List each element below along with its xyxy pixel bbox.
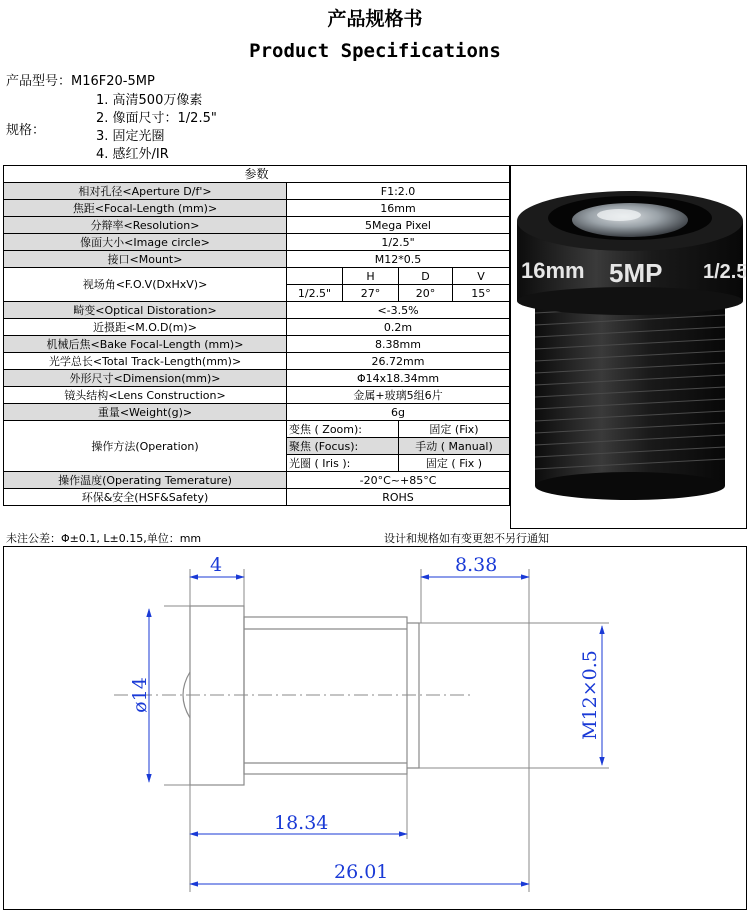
lens-illustration <box>511 166 746 528</box>
row-value-safety: ROHS <box>287 489 510 506</box>
op-zoom-value: 固定 (Fix) <box>399 421 510 438</box>
fov-head-d: D <box>399 268 453 285</box>
lens-glass-highlight <box>597 209 641 221</box>
dim-thread: M12×0.5 <box>579 650 601 740</box>
row-label-aperture: 相对孔径<Aperture D/f'> <box>4 183 287 200</box>
fov-blank <box>287 268 343 285</box>
dim-diameter: ø14 <box>129 677 151 713</box>
page-title: 产品规格书 <box>327 8 423 30</box>
row-value-dimension: Φ14x18.34mm <box>287 370 510 387</box>
spec-item: 2. 像面尺寸：1/2.5" <box>96 111 217 126</box>
op-iris-value: 固定 ( Fix ) <box>399 455 510 472</box>
fov-d: 20° <box>399 285 453 302</box>
page-subtitle: Product Specifications <box>249 40 501 62</box>
specs-label: 规格： <box>6 123 46 138</box>
fov-sensor: 1/2.5" <box>287 285 343 302</box>
row-label-focal: 焦距<Focal-Length (mm)> <box>4 200 287 217</box>
row-label-temperature: 操作温度(Operating Temerature) <box>4 472 287 489</box>
lens-text-res: 5MP <box>609 258 663 288</box>
dim-back-focal: 8.38 <box>455 554 498 576</box>
dim-body-length: 18.34 <box>274 812 329 834</box>
tolerance-note: 未注公差：Φ±0.1, L±0.15,单位：mm <box>6 532 202 545</box>
row-label-construction: 镜头结构<Lens Construction> <box>4 387 287 404</box>
dimension-drawing <box>3 546 747 910</box>
row-label-image-circle: 像面大小<Image circle> <box>4 234 287 251</box>
fov-head-h: H <box>343 268 399 285</box>
op-iris-label: 光圈 ( Iris ): <box>287 455 399 472</box>
spec-item: 1. 高清500万像素 <box>96 93 203 108</box>
lens-base <box>535 472 725 500</box>
row-value-distortion: <-3.5% <box>287 302 510 319</box>
dim-total-length: 26.01 <box>334 861 389 883</box>
spec-item: 4. 感红外/IR <box>96 147 169 162</box>
row-label-bfl: 机械后焦<Bake Focal-Length (mm)> <box>4 336 287 353</box>
row-label-ttl: 光学总长<Total Track-Length(mm)> <box>4 353 287 370</box>
drawing-svg <box>4 547 746 909</box>
row-label-safety: 环保&安全(HSF&Safety) <box>4 489 287 506</box>
lens-collar-bottom <box>517 287 743 315</box>
lens-text-format: 1/2.5 <box>703 261 746 283</box>
op-focus-value: 手动 ( Manual) <box>399 438 510 455</box>
fov-head-v: V <box>453 268 510 285</box>
fov-v: 15° <box>453 285 510 302</box>
row-value-mod: 0.2m <box>287 319 510 336</box>
lens-photo <box>510 165 747 529</box>
lens-text-focal: 16mm <box>521 258 585 283</box>
row-value-resolution: 5Mega Pixel <box>287 217 510 234</box>
row-value-focal: 16mm <box>287 200 510 217</box>
row-label-operation: 操作方法(Operation) <box>4 421 287 472</box>
row-value-temperature: -20°C~+85°C <box>287 472 510 489</box>
fov-h: 27° <box>343 285 399 302</box>
op-focus-label: 聚焦 (Focus): <box>287 438 399 455</box>
row-label-mod: 近摄距<M.O.D(m)> <box>4 319 287 336</box>
row-label-distortion: 畸变<Optical Distoration> <box>4 302 287 319</box>
row-label-mount: 接口<Mount> <box>4 251 287 268</box>
row-value-image-circle: 1/2.5" <box>287 234 510 251</box>
row-value-mount: M12*0.5 <box>287 251 510 268</box>
row-value-ttl: 26.72mm <box>287 353 510 370</box>
row-value-construction: 金属+玻璃5组6片 <box>287 387 510 404</box>
product-model: 产品型号：M16F20-5MP <box>6 74 155 89</box>
row-label-resolution: 分辩率<Resolution> <box>4 217 287 234</box>
dim-front-length: 4 <box>210 554 223 576</box>
spec-table <box>3 165 510 506</box>
table-header: 参数 <box>4 166 510 183</box>
row-value-bfl: 8.38mm <box>287 336 510 353</box>
row-value-aperture: F1:2.0 <box>287 183 510 200</box>
specs-list <box>96 92 217 164</box>
row-label-fov: 视场角<F.O.V(DxHxV)> <box>4 268 287 302</box>
spec-item: 3. 固定光圈 <box>96 129 165 144</box>
row-label-dimension: 外形尺寸<Dimension(mm)> <box>4 370 287 387</box>
row-label-weight: 重量<Weight(g)> <box>4 404 287 421</box>
row-value-weight: 6g <box>287 404 510 421</box>
change-notice: 设计和规格如有变更恕不另行通知 <box>384 532 549 545</box>
op-zoom-label: 变焦 ( Zoom): <box>287 421 399 438</box>
